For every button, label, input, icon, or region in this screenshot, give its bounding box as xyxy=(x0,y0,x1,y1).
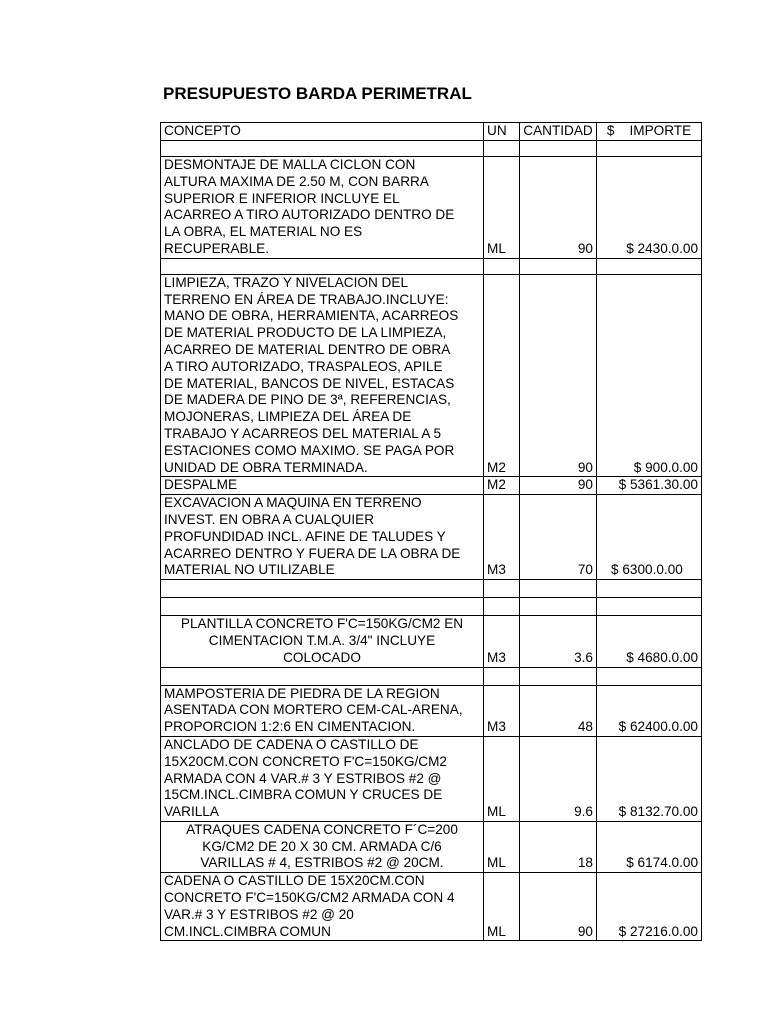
row-cantidad: 3.6 xyxy=(520,616,597,667)
row-concepto: PLANTILLA CONCRETO F'C=150KG/CM2 EN CIMENTACION T.M.A. 3/4" INCLUYE COLOCADO xyxy=(161,616,484,667)
spacer-row xyxy=(161,141,702,157)
row-cantidad: 90 xyxy=(520,873,597,941)
row-cantidad: 90 xyxy=(520,274,597,477)
row-un: ML xyxy=(484,873,520,941)
spacer-row xyxy=(161,258,702,274)
row-cantidad: 9.6 xyxy=(520,736,597,821)
table-row xyxy=(161,274,702,477)
row-un: ML xyxy=(484,736,520,821)
table-row xyxy=(161,873,702,941)
row-concepto: ATRAQUES CADENA CONCRETO F´C=200 KG/CM2 DE 20 X 30 CM. ARMADA C/6 VARILLAS # 4, ESTRIBOS #2 @ 20CM. xyxy=(161,821,484,872)
row-importe: $ 900.0.00 xyxy=(597,274,702,477)
row-un: M2 xyxy=(484,477,520,495)
row-importe: $ 5361.30.00 xyxy=(597,477,702,495)
row-cantidad: 18 xyxy=(520,821,597,872)
table-row xyxy=(161,477,702,495)
table-header-row xyxy=(161,123,702,141)
row-importe: $ 8132.70.00 xyxy=(597,736,702,821)
row-un: M3 xyxy=(484,495,520,580)
spacer-row xyxy=(161,580,702,598)
header-cantidad: CANTIDAD xyxy=(520,123,597,141)
table-row xyxy=(161,616,702,667)
row-cantidad: 48 xyxy=(520,685,597,736)
page-title: PRESUPUESTO BARDA PERIMETRAL xyxy=(163,84,472,103)
spacer-row xyxy=(161,598,702,616)
row-concepto: EXCAVACION A MAQUINA EN TERRENO INVEST. EN OBRA A CUALQUIER PROFUNDIDAD INCL. AFINE DE TALUDES Y ACARREO DENTRO Y FUERA DE LA OBRA DE MATERIAL NO UTILIZABLE xyxy=(161,495,484,580)
row-importe: $ 27216.0.00 xyxy=(597,873,702,941)
table-row xyxy=(161,157,702,259)
row-importe: $ 6174.0.00 xyxy=(597,821,702,872)
budget-table xyxy=(160,122,702,941)
header-un: UN xyxy=(484,123,520,141)
table-row xyxy=(161,736,702,821)
row-un: M3 xyxy=(484,616,520,667)
row-importe: $ 2430.0.00 xyxy=(597,157,702,259)
row-importe: $ 6300.0.00 xyxy=(597,495,702,580)
row-importe: $ 62400.0.00 xyxy=(597,685,702,736)
header-concepto: CONCEPTO xyxy=(161,123,484,141)
row-cantidad: 90 xyxy=(520,477,597,495)
row-un: M2 xyxy=(484,274,520,477)
row-importe: $ 4680.0.00 xyxy=(597,616,702,667)
row-concepto: ANCLADO DE CADENA O CASTILLO DE 15X20CM.CON CONCRETO F'C=150KG/CM2 ARMADA CON 4 VAR.# 3 Y ESTRIBOS #2 @ 15CM.INCL.CIMBRA COMUN Y CRUCES DE VARILLA xyxy=(161,736,484,821)
row-concepto: LIMPIEZA, TRAZO Y NIVELACION DEL TERRENO EN ÁREA DE TRABAJO.INCLUYE: MANO DE OBRA, HERRAMIENTA, ACARREOS DE MATERIAL PRODUCTO DE LA LIMPIEZA, ACARREO DE MATERIAL DENTRO DE OBRA A TIRO AUTORIZADO, TRASPALEOS, APILE DE MATERIAL, BANCOS DE NIVEL, ESTACAS DE MADERA DE PINO DE 3ª, REFERENCIAS, MOJONERAS, LIMPIEZA DEL ÁREA DE TRABAJO Y ACARREOS DEL MATERIAL A 5 ESTACIONES COMO MAXIMO. SE PAGA POR UNIDAD DE OBRA TERMINADA. xyxy=(161,274,484,477)
header-importe: $ IMPORTE xyxy=(597,123,702,141)
row-cantidad: 70 xyxy=(520,495,597,580)
table-row xyxy=(161,685,702,736)
row-un: M3 xyxy=(484,685,520,736)
row-concepto: MAMPOSTERIA DE PIEDRA DE LA REGION ASENTADA CON MORTERO CEM-CAL-ARENA, PROPORCION 1:2:6 EN CIMENTACION. xyxy=(161,685,484,736)
row-concepto: DESPALME xyxy=(161,477,484,495)
row-un: ML xyxy=(484,821,520,872)
row-un: ML xyxy=(484,157,520,259)
table-row xyxy=(161,821,702,872)
row-concepto: CADENA O CASTILLO DE 15X20CM.CON CONCRETO F'C=150KG/CM2 ARMADA CON 4 VAR.# 3 Y ESTRIBOS #2 @ 20 CM.INCL.CIMBRA COMUN xyxy=(161,873,484,941)
table-row xyxy=(161,495,702,580)
row-concepto: DESMONTAJE DE MALLA CICLON CON ALTURA MAXIMA DE 2.50 M, CON BARRA SUPERIOR E INFERIOR INCLUYE EL ACARREO A TIRO AUTORIZADO DENTRO DE LA OBRA, EL MATERIAL NO ES RECUPERABLE. xyxy=(161,157,484,259)
row-cantidad: 90 xyxy=(520,157,597,259)
spacer-row xyxy=(161,667,702,685)
